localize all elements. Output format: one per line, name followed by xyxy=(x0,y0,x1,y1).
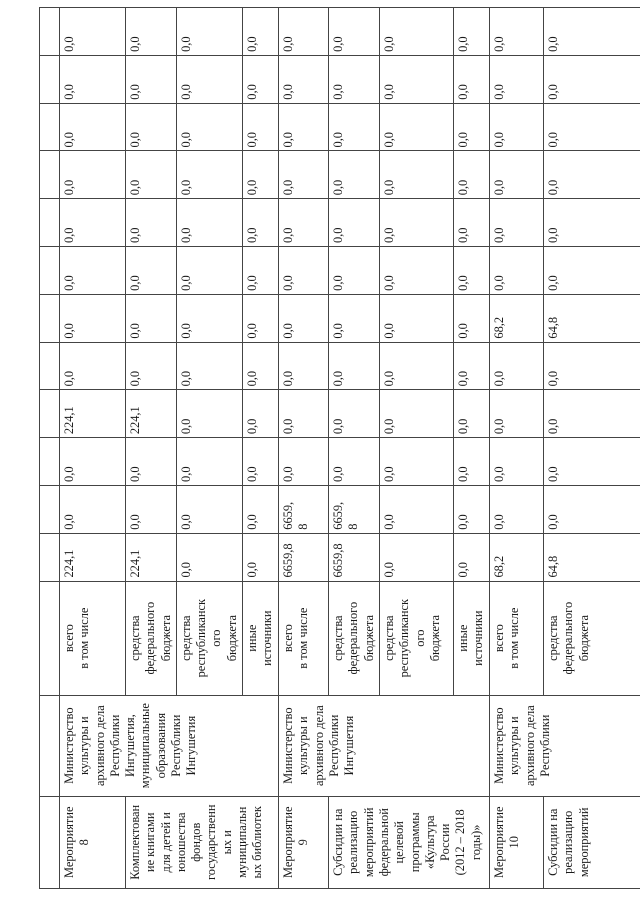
executor-cell: Министерство культуры и архивного дела Республики xyxy=(489,695,640,796)
value-cell: 68,2 xyxy=(489,294,543,342)
value-cell xyxy=(40,55,60,103)
value-cell xyxy=(40,438,60,486)
executor-cell xyxy=(40,695,60,796)
value-cell: 0,0 xyxy=(176,199,242,247)
value-cell: 0,0 xyxy=(453,342,489,390)
funding-source-cell: иные источники xyxy=(243,581,279,695)
value-cell: 0,0 xyxy=(379,342,453,390)
value-cell: 0,0 xyxy=(453,485,489,533)
value-cell xyxy=(40,103,60,151)
value-cell: 0,0 xyxy=(126,103,177,151)
funding-source-cell: всего в том числе xyxy=(279,581,329,695)
funding-source-cell: средства республиканск ого бюджета xyxy=(176,581,242,695)
value-cell: 0,0 xyxy=(329,247,380,295)
value-cell: 0,0 xyxy=(279,151,329,199)
program-funding-table xyxy=(39,7,640,889)
value-cell: 0,0 xyxy=(243,247,279,295)
value-cell: 0,0 xyxy=(489,55,543,103)
value-cell: 0,0 xyxy=(176,390,242,438)
value-cell: 0,0 xyxy=(126,342,177,390)
value-cell: 0,0 xyxy=(543,438,640,486)
value-cell: 0,0 xyxy=(126,247,177,295)
value-cell: 0,0 xyxy=(60,247,126,295)
value-cell: 0,0 xyxy=(489,438,543,486)
value-cell: 0,0 xyxy=(176,55,242,103)
funding-source-cell: средства федерального бюджета xyxy=(329,581,380,695)
value-cell: 0,0 xyxy=(379,247,453,295)
value-cell: 0,0 xyxy=(176,247,242,295)
value-cell xyxy=(40,294,60,342)
value-cell: 0,0 xyxy=(243,294,279,342)
value-cell: 0,0 xyxy=(489,247,543,295)
value-cell: 64,8 xyxy=(543,294,640,342)
event-cell: Субсидии на реализацию мероприятий федеральной целевой программы «Культура России (2012 – 2018 годы)» xyxy=(329,796,490,888)
value-cell: 0,0 xyxy=(543,485,640,533)
value-cell: 0,0 xyxy=(279,438,329,486)
value-cell: 0,0 xyxy=(453,247,489,295)
event-cell xyxy=(40,796,60,888)
value-cell: 0,0 xyxy=(379,533,453,581)
value-cell: 0,0 xyxy=(379,438,453,486)
value-cell: 0,0 xyxy=(543,247,640,295)
value-cell: 6659, 8 xyxy=(329,485,380,533)
value-cell: 64,8 xyxy=(543,533,640,581)
value-cell xyxy=(40,390,60,438)
funding-source-cell xyxy=(40,581,60,695)
value-cell: 0,0 xyxy=(126,199,177,247)
value-cell: 0,0 xyxy=(243,485,279,533)
value-cell: 0,0 xyxy=(329,342,380,390)
value-cell: 0,0 xyxy=(60,199,126,247)
value-cell: 68,2 xyxy=(489,533,543,581)
value-cell xyxy=(40,533,60,581)
value-cell: 0,0 xyxy=(60,294,126,342)
value-cell: 0,0 xyxy=(126,438,177,486)
value-cell: 0,0 xyxy=(279,103,329,151)
rotated-table-container xyxy=(39,7,609,889)
value-cell xyxy=(40,342,60,390)
value-cell: 0,0 xyxy=(543,8,640,56)
value-cell: 0,0 xyxy=(176,342,242,390)
funding-source-cell: средства федерального бюджета xyxy=(543,581,640,695)
value-cell: 0,0 xyxy=(489,342,543,390)
value-cell: 0,0 xyxy=(489,8,543,56)
value-cell: 0,0 xyxy=(379,294,453,342)
value-cell: 0,0 xyxy=(543,342,640,390)
value-cell: 0,0 xyxy=(243,199,279,247)
table-row xyxy=(279,8,329,889)
value-cell: 0,0 xyxy=(329,438,380,486)
value-cell: 0,0 xyxy=(243,55,279,103)
value-cell: 0,0 xyxy=(453,294,489,342)
value-cell: 0,0 xyxy=(60,438,126,486)
executor-cell: Министерство культуры и архивного дела Республики Ингушетия xyxy=(279,695,490,796)
table-row xyxy=(40,8,60,889)
event-cell: Субсидии на реализацию мероприятий xyxy=(543,796,640,888)
value-cell: 0,0 xyxy=(243,390,279,438)
value-cell: 0,0 xyxy=(379,55,453,103)
value-cell: 0,0 xyxy=(453,438,489,486)
value-cell: 6659,8 xyxy=(329,533,380,581)
value-cell: 0,0 xyxy=(279,55,329,103)
value-cell: 0,0 xyxy=(60,55,126,103)
value-cell: 0,0 xyxy=(176,438,242,486)
funding-source-cell: всего в том числе xyxy=(60,581,126,695)
event-cell: Мероприятие 8 xyxy=(60,796,126,888)
value-cell: 0,0 xyxy=(243,103,279,151)
event-cell: Комплектован ие книгами для детей и юношества фондов государственн ых и муниципальн ых библиотек xyxy=(126,796,279,888)
value-cell: 0,0 xyxy=(379,199,453,247)
value-cell: 0,0 xyxy=(329,8,380,56)
value-cell: 0,0 xyxy=(329,55,380,103)
value-cell: 0,0 xyxy=(453,55,489,103)
value-cell: 0,0 xyxy=(543,103,640,151)
value-cell: 0,0 xyxy=(126,485,177,533)
value-cell xyxy=(40,247,60,295)
table-row xyxy=(489,8,543,889)
value-cell: 0,0 xyxy=(279,247,329,295)
value-cell: 0,0 xyxy=(543,151,640,199)
value-cell: 0,0 xyxy=(176,151,242,199)
value-cell: 0,0 xyxy=(453,390,489,438)
value-cell: 0,0 xyxy=(489,485,543,533)
value-cell: 0,0 xyxy=(543,390,640,438)
value-cell xyxy=(40,151,60,199)
value-cell: 0,0 xyxy=(60,485,126,533)
value-cell: 6659,8 xyxy=(279,533,329,581)
funding-source-cell: всего в том числе xyxy=(489,581,543,695)
value-cell: 224,1 xyxy=(60,390,126,438)
executor-cell: Министерство культуры и архивного дела Республики Ингушетия, муниципальные образования Республики Ингушетия xyxy=(60,695,279,796)
table-row xyxy=(60,8,126,889)
value-cell: 0,0 xyxy=(176,533,242,581)
value-cell: 0,0 xyxy=(489,103,543,151)
value-cell: 0,0 xyxy=(279,199,329,247)
value-cell: 0,0 xyxy=(379,151,453,199)
value-cell: 224,1 xyxy=(126,390,177,438)
value-cell: 0,0 xyxy=(126,151,177,199)
value-cell: 0,0 xyxy=(279,294,329,342)
value-cell: 0,0 xyxy=(543,55,640,103)
value-cell: 224,1 xyxy=(126,533,177,581)
value-cell xyxy=(40,485,60,533)
value-cell: 6659, 8 xyxy=(279,485,329,533)
value-cell: 0,0 xyxy=(453,103,489,151)
value-cell: 0,0 xyxy=(279,8,329,56)
value-cell: 0,0 xyxy=(243,533,279,581)
value-cell: 0,0 xyxy=(489,151,543,199)
value-cell xyxy=(40,8,60,56)
value-cell: 0,0 xyxy=(243,342,279,390)
value-cell: 0,0 xyxy=(176,294,242,342)
value-cell: 0,0 xyxy=(329,151,380,199)
value-cell xyxy=(40,199,60,247)
value-cell: 0,0 xyxy=(126,8,177,56)
value-cell: 0,0 xyxy=(279,390,329,438)
value-cell: 0,0 xyxy=(176,103,242,151)
event-cell: Мероприятие 10 xyxy=(489,796,543,888)
value-cell: 0,0 xyxy=(453,533,489,581)
value-cell: 0,0 xyxy=(60,8,126,56)
value-cell: 0,0 xyxy=(176,485,242,533)
value-cell: 0,0 xyxy=(329,199,380,247)
value-cell: 0,0 xyxy=(379,103,453,151)
value-cell: 0,0 xyxy=(489,390,543,438)
value-cell: 0,0 xyxy=(126,55,177,103)
value-cell: 0,0 xyxy=(453,151,489,199)
value-cell: 0,0 xyxy=(379,390,453,438)
value-cell: 0,0 xyxy=(329,390,380,438)
value-cell: 0,0 xyxy=(176,8,242,56)
value-cell: 0,0 xyxy=(329,294,380,342)
value-cell: 0,0 xyxy=(379,485,453,533)
value-cell: 0,0 xyxy=(453,8,489,56)
value-cell: 224,1 xyxy=(60,533,126,581)
value-cell: 0,0 xyxy=(126,294,177,342)
event-cell: Мероприятие 9 xyxy=(279,796,329,888)
value-cell: 0,0 xyxy=(543,199,640,247)
value-cell: 0,0 xyxy=(60,151,126,199)
funding-source-cell: средства федерального бюджета xyxy=(126,581,177,695)
value-cell: 0,0 xyxy=(279,342,329,390)
value-cell: 0,0 xyxy=(489,199,543,247)
value-cell: 0,0 xyxy=(453,199,489,247)
funding-source-cell: иные источники xyxy=(453,581,489,695)
value-cell: 0,0 xyxy=(243,438,279,486)
value-cell: 0,0 xyxy=(243,8,279,56)
value-cell: 0,0 xyxy=(243,151,279,199)
value-cell: 0,0 xyxy=(60,103,126,151)
value-cell: 0,0 xyxy=(379,8,453,56)
funding-source-cell: средства республиканск ого бюджета xyxy=(379,581,453,695)
value-cell: 0,0 xyxy=(60,342,126,390)
value-cell: 0,0 xyxy=(329,103,380,151)
